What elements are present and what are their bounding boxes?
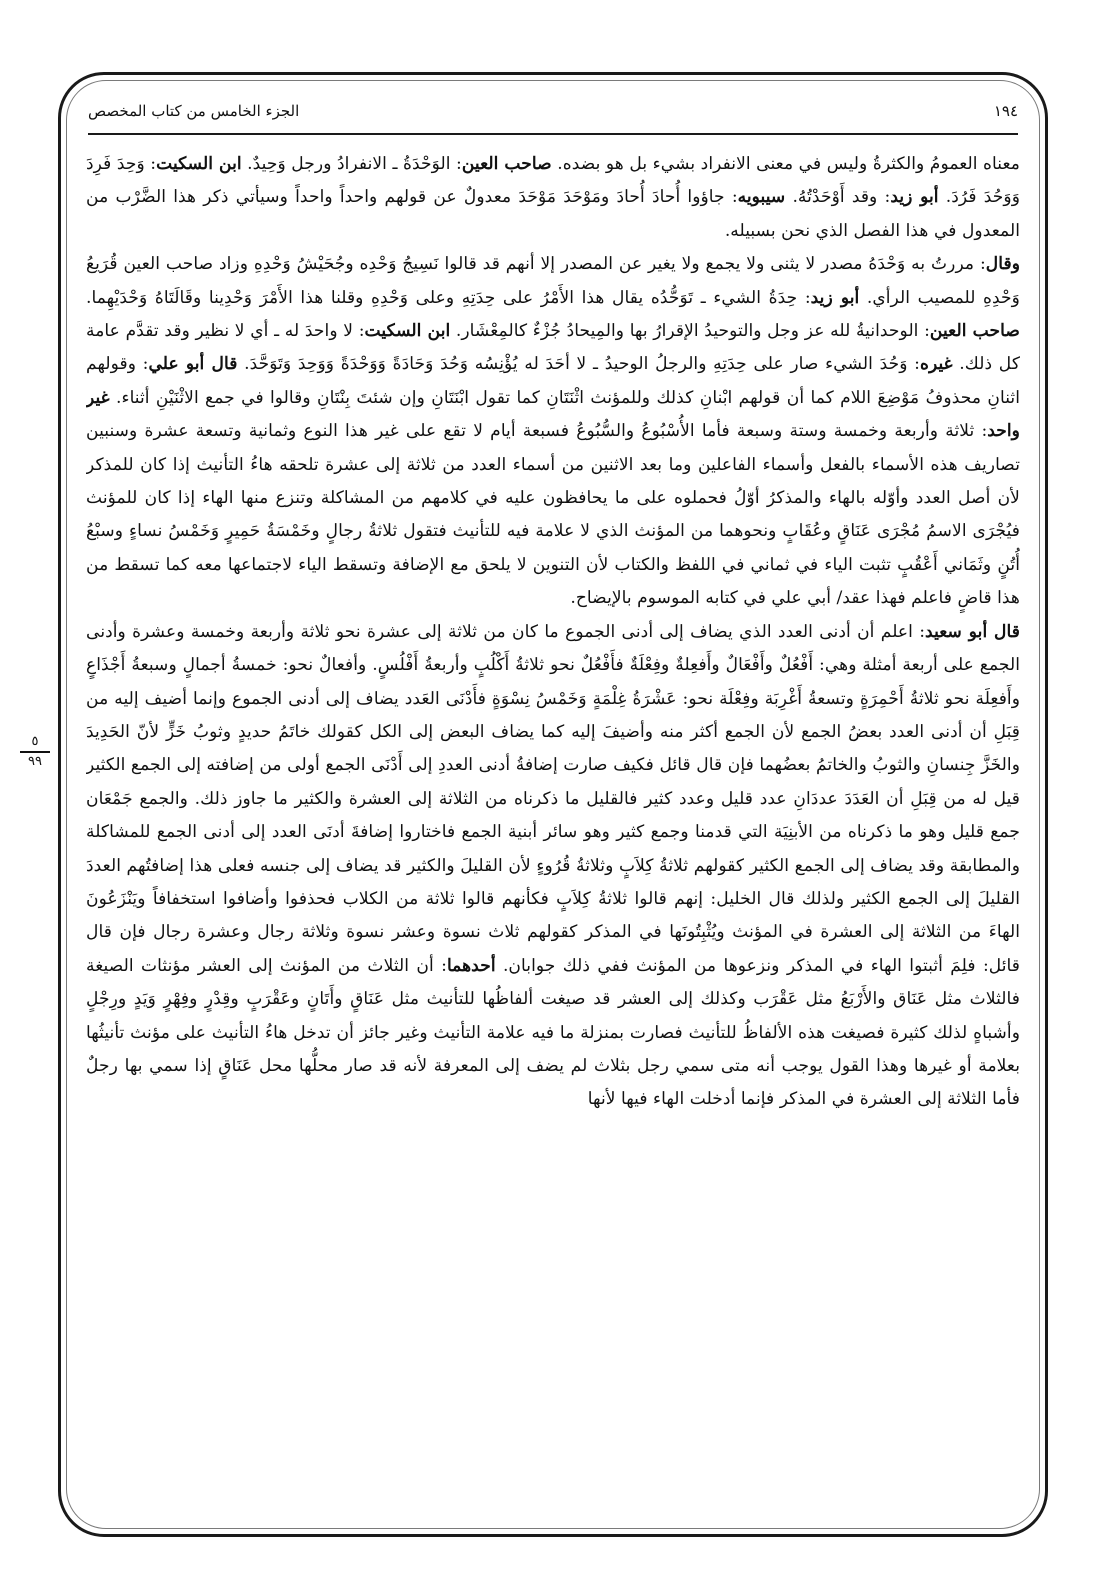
speaker-name: غيره: [919, 354, 953, 375]
page-header: [88, 93, 1018, 129]
text-run: معناه العمومُ والكثرةُ وليس في معنى الانفراد بشيء بل هو بضده.: [551, 154, 1020, 174]
text-run: : وقولهم اثنانِ محذوفُ مَوْضِعَ اللام كما أن قولهم ابْنانِ كذلك وللمؤنث اثْنَتَانِ كما تقول ابْنَتَانِ وإن شئتَ بِنْتَانِ وقالوا في جمع الاثْنَيْنِ أثناء.: [86, 354, 1020, 408]
speaker-name: ابن السكيت: [364, 321, 451, 342]
speaker-name: ابن السكيت: [156, 154, 242, 174]
speaker-name: صاحب العين: [461, 154, 552, 174]
margin-reference-bar: [20, 751, 50, 753]
text-run: : جاؤوا أُحادَ أُحادَ ومَوْحَدَ مَوْحَدَ معدولٌ عن قولهم واحداً واحداً وسيأتي ذكر هذا الضَّرْب من المعدول في هذا الفصل الذي نحن بسبيله.: [86, 187, 1020, 241]
speaker-name: صاحب العين: [929, 321, 1020, 342]
margin-page-reference: [20, 735, 50, 769]
text-run: : لا واحدَ له ـ أي لا نظير وقد تقدَّم عامة كل ذلك.: [86, 321, 1020, 375]
margin-reference-top: ٥: [31, 734, 39, 749]
text-run: : ثلاثة وأربعة وخمسة وستة وسبعة فأما الأُسْبُوعُ والسُّبُوعُ فسبعة أيام لا تقع على غير هذا النوع وثمانية وتسعة عشرة وسنبين تصاريف هذه الأسماء بالفعل وأسماء الفاعلين وما بعد الاثنين من أسماء العدد من ثلاثة إلى عشرة تلحقه هاءُ التأنيث إذا كان للمذكر لأن أصل العدد وأوّله بالهاء والمذكرُ أوّلُ فحملوه على ما يحافظون عليه في كلامهم من المشاكلة وتنزع منها الهاء إذا كان للمؤنث فيُجْرَى الاسمُ مُجْرَى عَنَاقٍ وعُقَابٍ ونحوهما من المؤنث الذي لا علامة فيه للتأنيث فتقول ثلاثةُ رجالٍ وخَمْسَةُ حَمِيرٍ وَخَمْسُ نساءٍ وسبْعُ أُتُنٍ وثَمَاني أَعْقُبٍ تثبت الياء في ثماني في اللفظ والكتاب لأن التنوين لا يلحق مع الإضافة وتسقط الياء لاجتماعها معه كما تسقط من هذا قاضٍ فاعلم فهذا عقد/ أبي علي في كتابه الموسوم بالإيضاح.: [86, 421, 1020, 609]
page-number: ١٩٤: [993, 102, 1018, 120]
text-run: : اعلم أن أدنى العدد الذي يضاف إلى أدنى الجموع ما كان من ثلاثة إلى عشرة نحو ثلاثة وأربعة وخمسة وعشرة وأدنى الجمع على أربعة أمثلة وهي: أَفْعُلٌ وأَفْعَالٌ وأَفعِلةٌ وفِعْلَةٌ فأَفْعُلٌ نحو ثلاثةُ أَكْلُبٍ وأربعةُ أَفْلُسٍ. وأفعالٌ نحو: خمسةُ أجمالٍ وسبعةُ أَجْذَاعٍ وأَفعِلَة نحو ثلاثةُ أَحْمِرَةٍ وتسعةُ أَغْرِبَة وفِعْلَة نحو: عَشْرَةُ غِلْمَةٍ وَخَمْسُ نِسْوَةٍ فأَدْنَى العَدد يضاف إلى أدنى الجموع وإنما أضيف إليه من قِبَلِ أن أدنى العدد بعضُ الجمع لأن الجمع أكثر منه وأضيفَ إليه كما يضاف البعض إلى الكل كقولك خاتَمُ حديدٍ وثوبُ خَزٍّ لأنّ الحَدِيدَ والخَزَّ جِنسانِ والثوبُ والخاتمُ بعضُهما فإن قال قائل فكيف صارت إضافةُ أدنى العددِ إلى أَدْنَى الجمع أولى من إضافته إلى الجمع الكثير قيل له من قِبَلِ أن العَدَدَ عددَانِ عدد قليل وعدد كثير فالقليل ما ذكرناه من الثلاثة إلى العشرة والكثير ما جاوز ذلك. والجمع جَمْعَان جمع قليل وهو ما ذكرناه من الأبنِيَة التي قدمنا وجمع كثير وهو سائر أبنية الجمع فاختاروا إضافةَ أدنَى العدد إلى أدنى الجمع للمشاكلة والمطابقة وقد يضاف إلى الجمع الكثير كقولهم ثلاثةُ كِلاَبٍ وثلاثةُ قُرُوءٍ لأن القليلَ والكثير قد يضاف إلى جنسه فعلى هذا إضافتُهم العددَ القليلَ إلى الجمع الكثير ولذلك قال الخليل: إنهم قالوا ثلاثةُ كِلاَبٍ فكأنهم قالوا ثلاثة من الكلاب فحذفوا وأضافوا استخفافاً ويَنْزَعُونَ الهاءَ من الثلاثة إلى العشرة في المؤنث ويُثْبِتُونَها في المذكر كقولهم ثلاث نسوة وعشر نسوة وثلاثة رجال وعشرة رجال فإن قال قائل: فلِمَ أثبتوا الهاء في المذكر ونزعوها من المؤنث ففي ذلك جوابان.: [86, 621, 1020, 976]
text-run: : حِدَةُ الشيء ـ تَوَحُّدُه يقال هذا الأَمْرُ على حِدَتِهِ وعلى وَحْدِهِ وقلنا هذا الأَمْرَ وَحْدِينا وقَالَتَاهُ وَحْدَيْهِما.: [86, 287, 811, 308]
speaker-name: أبو زيد: [810, 287, 860, 308]
text-run: : وقد أَوْحَدْتُهُ.: [785, 187, 891, 208]
speaker-name: قال أبو سعيد: [925, 621, 1020, 642]
speaker-name: أحدهما: [446, 955, 496, 976]
paragraph: [86, 248, 1020, 615]
margin-reference-bottom: ٩٩: [28, 754, 42, 769]
text-run: : أن الثلاث من المؤنث إلى العشر مؤنثات الصيغة فالثلاث مثل عَنَاق والأَرْبَعُ مثل عَقْرَب وكذلك إلى العشر قد صيغت ألفاظُها للتأنيث مثل عَنَاقٍ وأَتَانٍ وعَقْرَبٍ وقِدْرٍ وفِهْرٍ وَيَدٍ ورِجْلٍ وأشباهٍ لذلك كثيرة فصيغت هذه الألفاظُ للتأنيث فصارت بمنزلة ما فيه علامة التأنيث وغير جائز أن تدخل هاءُ التأنيث على مؤنث تأنيثُها بعلامة أو غيرها وهذا القول يوجب أنه متى سمي رجل بثلاث لم يضف إلى المعرفة لأنه قد صار محلُّها محل عَنَاقٍ إذا سمي بها رجلٌ فأما الثلاثة إلى العشرة في المذكر فإنما أدخلت الهاء فيها لأنها: [86, 955, 1020, 1110]
speaker-name: سيبويه: [737, 187, 786, 208]
speaker-name: أبو زيد: [890, 187, 939, 208]
text-run: : وَحُدَ الشيء صار على حِدَتِهِ والرجلُ الوحيدُ ـ لا أحَدَ له يُؤْنِسُه وَحُدَ وَحَادَةً وَوَحْدَةً وَوَحِدَ وَتَوَحَّدَ.: [237, 354, 920, 375]
text-run: : الوَحْدَةُ ـ الانفرادُ ورجل وَحِيدٌ.: [241, 154, 462, 174]
paragraph: [86, 148, 1020, 248]
speaker-name: قال أبو علي: [148, 354, 238, 375]
speaker-name: غير واحد: [86, 387, 1020, 442]
text-run: : الوحدانيةُ لله عز وجل والتوحيدُ الإقرارُ بها والمِيحادُ جُزْءٌ كالمِعْشَار.: [450, 321, 930, 342]
text-run: : مررتُ به وَحْدَهُ مصدر لا يثنى ولا يجمع ولا يغير عن المصدر إلا أنهم قد قالوا نَسِيجُ وَحْدِه وجُحَيْشُ وَحْدِهِ وزاد صاحب العين قُرَيعُ وَحْدِهِ للمصيب الرأي.: [86, 254, 1020, 308]
main-text: [86, 148, 1020, 1468]
paragraph: [86, 616, 1020, 1117]
header-rule: [88, 133, 1018, 135]
text-run: : وَحِدَ فَرِدَ وَوَحُدَ فَرُدَ.: [86, 154, 1020, 208]
speaker-name: وقال: [985, 254, 1020, 275]
running-title: الجزء الخامس من كتاب المخصص: [88, 102, 300, 120]
